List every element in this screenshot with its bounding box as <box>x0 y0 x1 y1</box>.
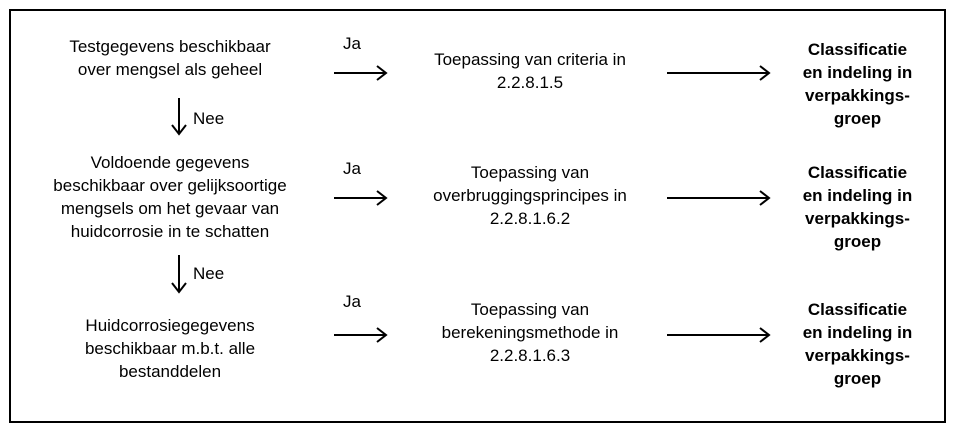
result-2: Classificatie en indeling in verpakkings- groep <box>802 163 913 251</box>
no-arrow-2 <box>172 255 186 292</box>
yes-arrow-1 <box>334 66 386 80</box>
no-label-2: Nee <box>193 264 225 283</box>
yes-label-1: Ja <box>343 34 361 53</box>
method-3: Toepassing van berekeningsmethode in 2.2.8.1.6.3 <box>441 300 619 365</box>
result-3: Classificatie en indeling in verpakkings- groep <box>802 300 913 388</box>
yes-label-2: Ja <box>343 159 361 178</box>
yes-label-3: Ja <box>343 292 361 311</box>
condition-2: Voldoende gegevens beschikbaar over gelijksoortige mengsels om het gevaar van huidcorrosie in te schatten <box>53 153 287 241</box>
method-2: Toepassing van overbruggingsprincipes in 2.2.8.1.6.2 <box>433 163 627 228</box>
yes-arrow-2 <box>334 191 386 205</box>
condition-1: Testgegevens beschikbaar over mengsel als geheel <box>69 37 271 79</box>
result-arrow-1 <box>667 66 769 80</box>
method-1: Toepassing van criteria in 2.2.8.1.5 <box>434 50 626 92</box>
yes-arrow-3 <box>334 328 386 342</box>
result-arrow-3 <box>667 328 769 342</box>
no-label-1: Nee <box>193 109 225 128</box>
condition-3: Huidcorrosiegegevens beschikbaar m.b.t. alle bestanddelen <box>84 316 256 381</box>
result-1: Classificatie en indeling in verpakkings- groep <box>802 40 913 128</box>
result-arrow-2 <box>667 191 769 205</box>
no-arrow-1 <box>172 98 186 134</box>
